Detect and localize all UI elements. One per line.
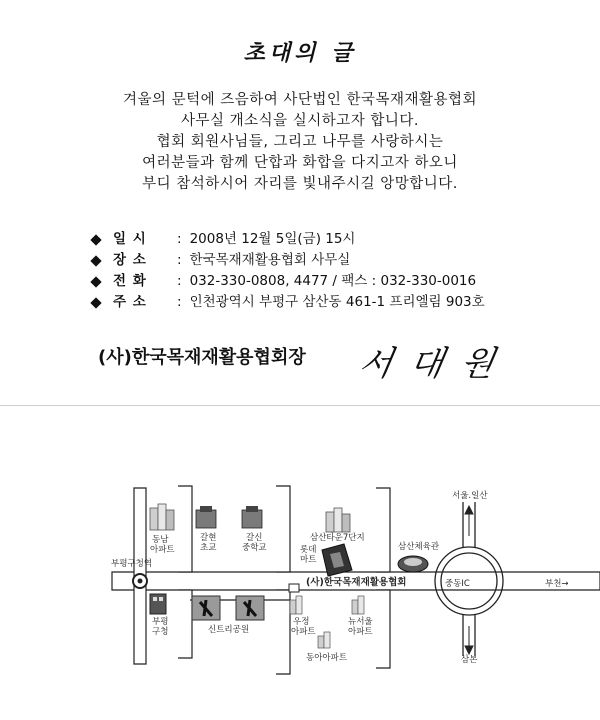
map-label-samsan-7: 삼산타운7단지 (310, 533, 365, 543)
detail-label: 전 화 (113, 273, 147, 289)
map-label-galsin-school: 갈신 중학교 (242, 533, 267, 553)
detail-phone: 전 화 : 032-330-0808, 4477 / 팩스 : 032-330-0016 (92, 271, 485, 292)
detail-label: 장 소 (113, 252, 147, 268)
apartment-icon (290, 596, 302, 614)
detail-label: 주 소 (113, 294, 147, 310)
invitation-message (0, 90, 600, 195)
detail-value: 2008년 12월 5일(금) 15시 (189, 231, 356, 247)
map-label-association: (사)한국목재재활용협회 (306, 577, 407, 588)
office-building-icon (322, 544, 352, 576)
signature: 서대원 (355, 344, 516, 384)
map-label-nyuseoul-apt: 뉴서울 아파트 (348, 617, 373, 637)
diamond-bullet-icon (90, 234, 101, 245)
map-label-jungdong-ic: 중동IC (445, 579, 470, 589)
detail-value: 032-330-0808, 4477 / 팩스 : 032-330-0016 (189, 273, 477, 289)
diamond-bullet-icon (90, 297, 101, 308)
message-line: 부디 참석하시어 자리를 빛내주시길 앙망합니다. (142, 176, 458, 192)
subway-station-icon (133, 574, 147, 588)
road-v2 (178, 486, 192, 658)
detail-address: 주 소 : 인천광역시 부평구 삼산동 461-1 프리엘림 903호 (92, 292, 485, 313)
map-label-bupyeong-office: 부평 구청 (152, 617, 169, 637)
map-label-galhyeon-school: 갈현 초교 (200, 533, 217, 553)
map-label-dongah-apt: 동아아파트 (306, 653, 348, 663)
detail-place: 장 소 : 한국목재재활용협회 사무실 (92, 250, 485, 271)
detail-value: 인천광역시 부평구 삼산동 461-1 프리엘림 903호 (189, 294, 485, 310)
apartment-icon (150, 504, 174, 530)
map-label-samsan-gym: 삼산체육관 (398, 542, 440, 552)
government-building-icon (150, 594, 166, 614)
map-label-sintree-park: 신트리공원 (208, 625, 250, 635)
map-label-sambon: 삼본 (461, 655, 478, 665)
apartment-icon (352, 596, 364, 614)
diamond-bullet-icon (90, 255, 101, 266)
message-line: 협회 회원사님들, 그리고 나무를 사랑하시는 (156, 134, 444, 150)
map-label-seoul-ilsan: 서울.일산 (452, 491, 488, 501)
map-label-ujeong-apt: 우정 아파트 (291, 617, 316, 637)
event-details (92, 229, 485, 313)
map-label-bucheon: 부천→ (545, 579, 569, 589)
school-icon (242, 506, 262, 528)
school-icon (196, 506, 216, 528)
diamond-bullet-icon (90, 276, 101, 287)
apartment-icon (318, 632, 330, 648)
map-label-bupyeong-office-stn: 부평구청역 (111, 559, 153, 569)
map-label-dongnam-apt: 동남 아파트 (150, 535, 175, 555)
invitation-title: 초대의 글 (243, 40, 357, 66)
gym-icon (398, 556, 428, 572)
detail-label: 일 시 (113, 231, 147, 247)
message-line: 여러분들과 함께 단합과 화합을 다지고자 하오니 (142, 155, 458, 171)
sender-title: (사)한국목재재활용협회장 (98, 347, 306, 368)
mart-icon (289, 584, 299, 592)
message-line: 겨울의 문턱에 즈음하여 사단법인 한국목재재활용협회 (122, 92, 478, 108)
apartment-icon (326, 508, 350, 532)
detail-value: 한국목재재활용협회 사무실 (189, 252, 351, 268)
message-line: 사무실 개소식을 실시하고자 합니다. (180, 113, 420, 129)
detail-date: 일 시 : 2008년 12월 5일(금) 15시 (92, 229, 485, 250)
location-map (0, 406, 600, 720)
map-label-lotte-mart: 롯데 마트 (300, 545, 317, 565)
